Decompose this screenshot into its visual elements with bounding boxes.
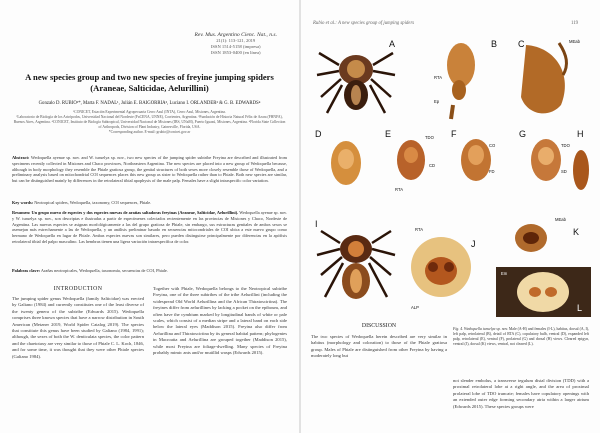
label-rta: RTA bbox=[434, 75, 442, 80]
panel-label-b: B bbox=[491, 39, 498, 49]
panel-label-j: J bbox=[471, 239, 476, 249]
panel-label-d: D bbox=[315, 129, 322, 139]
panel-c bbox=[518, 39, 581, 113]
resumen bbox=[12, 210, 287, 245]
label-rta-2: RTA bbox=[395, 187, 403, 192]
panel-a bbox=[311, 35, 401, 120]
panel-i bbox=[311, 215, 401, 315]
panel-label-l: L bbox=[577, 303, 583, 313]
abstract bbox=[12, 155, 287, 184]
label-alp: ALP bbox=[411, 305, 419, 310]
keywords-text: Neotropical spiders, Wedoquella, taxonomy, COI sequences, Phiale. bbox=[34, 200, 152, 205]
panel-label-k: K bbox=[573, 227, 580, 237]
discussion-column-1: The two species of Wedoquella herein described are very similar in habitus (morphology and coloration) to those of the Phiale gratiosa group. Males of Phiale are distinguished from other Freyina by having a moderately long but bbox=[311, 334, 447, 359]
resumen-text: Wedoquella ayenae sp. nov. y W. turuelya sp. nov., son descriptas e ilustradas a partir de especímenes colectados recientemente en las provincias de Misiones y Chaco, Nordeste de Argentina. Las nuevas especies se asignan morfológicamente a las del grupo gratiosa de Phiale, sin embargo, sus estructuras genitales de ambos sexos se asemejan más estrechamente a las de Wedoquella, y un análisis preliminar basado en secuencias mitocondriales de COI ubica a este nuevo grupo como hermano de Wedoquella en lugar de Phiale. Ambas especies nuevas son similares, pero pueden distinguirse principalmente por diferencias en la apófisis retrolateral tibial del palpo masculino. Las hembras tienen una ligera variación intraespecífica de color. bbox=[12, 210, 287, 244]
article-title: A new species group and two new species of freyine jumping spiders (Araneae, Salticidae, Aelurillini) bbox=[25, 72, 274, 93]
label-meab-2: MEab bbox=[555, 217, 566, 222]
figure-plate bbox=[311, 35, 591, 320]
introduction-heading: INTRODUCTION bbox=[53, 286, 103, 292]
resumen-label: Resumen: Un grupo nuevo de especies y dos especies nuevas de arañas saltadoras freyinas (Araneae, Salticidae, Aelurillini). bbox=[12, 210, 239, 215]
left-page bbox=[0, 0, 299, 433]
introduction-column-2: Together with Phiale, Wedoquella belongs to the Neotropical subtribe Freyina, one of the three subtribes of the tribe Aelurillini (including the widespread Old World Aelurillina and the African Thiratoscirtina). The freyines differ from aelurillines by lacking a pocket on the epiboum, and often have the cymbium marked by longitudinal bands of white or pale scales, which consist of a median stripe and a lateral band on each side below the lateral eyes (Maddison 2015). Freyina also differ from Aelurillina and Thiratoscirtina by its general habital pattern; phylogenies in Macroatta and Aelurillina are grouped together (Maddison 2015), while most Freyina are foliage-dwelling. Many species of Freyina probably mimic ants and/or mutillid wasps (Edwards 2015). bbox=[153, 286, 287, 356]
palabras-label: Palabras clave: bbox=[12, 268, 41, 273]
caption-text: Male (A-H) and females (I-L), habitus, dorsal (A, I), left palp, retrolateral (B), detail of RTA (C), copulatory bulb, ventral (D), expanded left palp, retrolateral (E), ventral (F), prolateral (G) and dorsal (H) views. Cleared epigyn, ventral (J), dorsal (K) views, ventral, not cleared (L). bbox=[453, 327, 589, 347]
panel-d bbox=[311, 125, 381, 205]
journal-name: Rev. Mus. Argentino Cienc. Nat., n.s. bbox=[194, 32, 277, 38]
affiliation-1: ¹CONICET, Estación Experimental Agropecuaria Cerro Azul (INTA), Cerro Azul, Misiones, Argentina. bbox=[73, 110, 226, 114]
right-page bbox=[301, 0, 600, 433]
abstract-label: Abstract: bbox=[12, 155, 30, 160]
introduction-column-1: The jumping spider genus Wedoquella (family Salticidae) was erected by Galiano (1984) and currently constitutes one of the least diverse of the twenty genera of the subtribe (Edwards 2015). Wedoquella comprises three known species that have a narrow distribution in South American (Metzner 2019, World Spider Catalog 2019). The species that constitute this genus have been studied by Galiano (1984, 1991); although, the sexes of both the W. denticulata species, the color pattern and the chaetotaxy are very similar to those of Phiale C. L. Koch, 1846, and for some time, it was thought that they were other Phiale species (Galiano 1984). bbox=[12, 296, 144, 359]
issn-online: ISSN 1853-0400 (en línea) bbox=[210, 50, 261, 55]
panel-label-f: F bbox=[451, 129, 457, 139]
label-tdo-2: TDO bbox=[561, 143, 570, 148]
panel-j bbox=[411, 237, 476, 310]
panel-f bbox=[451, 129, 496, 181]
palabras-clave bbox=[12, 268, 287, 274]
panel-label-h: H bbox=[577, 129, 584, 139]
keywords bbox=[12, 200, 287, 206]
label-rta-3: RTA bbox=[415, 227, 423, 232]
label-fd: FD bbox=[489, 169, 495, 174]
panel-g bbox=[519, 129, 571, 181]
panel-l bbox=[496, 267, 591, 317]
label-co: CO bbox=[489, 143, 496, 148]
panel-label-e: E bbox=[385, 129, 392, 139]
journal-volume: 21(1): 113-121, 2019 bbox=[216, 38, 256, 43]
caption-lead: Fig. 4. Wedoquella turuelya sp. nov. bbox=[453, 327, 508, 331]
corresponding-author: *Corresponding author. E-mail: grubio@conicet.gov.ar bbox=[108, 130, 191, 134]
panel-label-g: G bbox=[519, 129, 527, 139]
discussion-column-2: not slender embolus, a transverse tegulum distal division (TDD) with a proximal retrolateral lobe at a right angle, and the area of proximal prolateral lobe of TDO truncate; females have copulatory openings with an extended outer edge forming secondary atria within a larger atrium (Edwards 2015). These species groups were bbox=[453, 378, 589, 409]
palabras-text: Arañas neotropicales, Wedoquella, taxonomía, secuencias de COI, Phiale. bbox=[40, 268, 168, 273]
abstract-text: Wedoquella ayenae sp. nov. and W. turuelya sp. nov., two new species of the jumping spider subtribe Freyina are described and illustrated from specimens recently collected in Misiones and Chaco provinces, Northeastern Argentina. The new species are placed into a new group of Wedoquella because, although in body morphology they resemble the Phiale gratiosa group, the genital structures of both sexes more closely resemble those of Wedoquella, and a preliminary analysis based on mitochondrial COI sequences places this new group as sister to Wedoquella rather than to Phiale. Both new species are similar, but can be distinguished mainly by differences in the retrolateral tibial apophysis of the male palp. Females have a slight intraspecific color variation. bbox=[12, 155, 288, 184]
label-sd: SD bbox=[561, 169, 567, 174]
panel-k bbox=[496, 215, 591, 265]
panel-label-a: A bbox=[389, 39, 396, 49]
label-em: Em bbox=[501, 271, 508, 276]
keywords-label: Key words: bbox=[12, 200, 34, 205]
figure-caption bbox=[453, 327, 589, 347]
panel-e bbox=[385, 129, 435, 192]
affiliation-2: ²Laboratorio de Biología de los Artrópodos, Universidad Nacional del Nordeste (FaCENA, UNNE), Corrientes, Argentina. ³Fundación de Historia Natural Félix de Azara (FHNFA), Buenos Aires, Argentina. ⁴CONICET, Instituto de Biología Subtropical, Universidad Nacional de Misiones (IBS, UNaM), Puerto Iguazú, Misiones, Argentina. ⁴Florida State Collection of Arthropods, Division of Plant Industry, Gainesville, Florida, USA. bbox=[13, 115, 286, 129]
panel-h bbox=[573, 129, 589, 190]
author-list: Gonzalo D. RUBIO¹*, Marta F. NADAL¹, Julián E. BAIGORRIA², Luciano I. ORLANDER³ & G. B. EDWARDS⁴ bbox=[38, 101, 261, 106]
running-head: Rubio et al.: A new species group of jumping spiders bbox=[313, 21, 415, 26]
label-meab: MEab bbox=[569, 39, 580, 44]
issn-print: ISSN 1514-5158 (impresa) bbox=[210, 44, 261, 49]
affiliations bbox=[12, 110, 287, 135]
panel-b bbox=[434, 39, 497, 119]
panel-label-c: C bbox=[518, 39, 525, 49]
discussion-heading: DISCUSSION bbox=[361, 323, 397, 329]
label-tdo: TDO bbox=[425, 135, 434, 140]
page-number: 119 bbox=[570, 21, 578, 26]
label-cd: CD bbox=[429, 163, 436, 168]
label-ep: Ep bbox=[434, 99, 440, 104]
panel-label-i: I bbox=[315, 219, 318, 229]
journal-masthead bbox=[194, 32, 277, 56]
